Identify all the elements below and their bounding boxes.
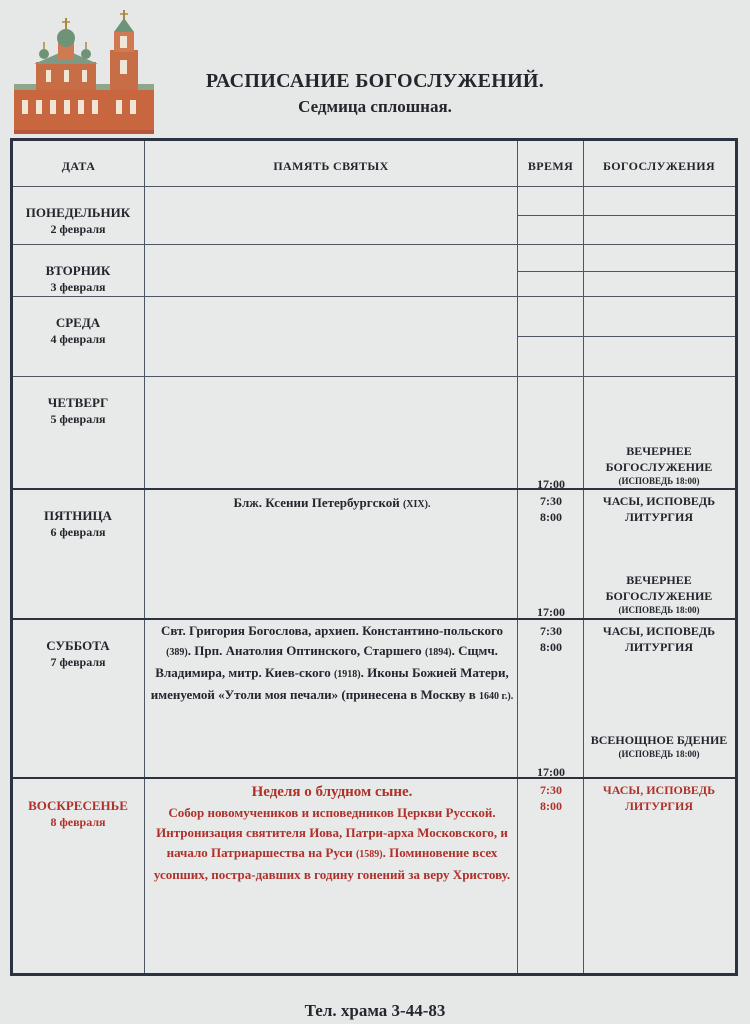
row-divider — [13, 296, 735, 297]
memory-text: . Иконы Божией Матери, именуемой «Утоли моя печали» (принесена в Москву в — [150, 665, 509, 702]
time-value: 7:30 — [540, 494, 562, 508]
schedule-title: РАСПИСАНИЕ БОГОСЛУЖЕНИЙ. — [205, 70, 545, 92]
saturday-morning-services — [584, 623, 734, 655]
confession-note: (ИСПОВЕДЬ 18:00) — [618, 605, 700, 615]
day-tuesday — [13, 262, 143, 296]
service-name: ЛИТУРГИЯ — [624, 640, 694, 654]
memory-text: Собор новомучеников и исповедников Церкви Русской. Интронизация святителя Иова, Патри-арха Московского, и начало Патриаршества на Руси — [156, 805, 508, 860]
col-divider — [517, 141, 518, 973]
cell-divider — [517, 215, 735, 216]
service-name: ЧАСЫ, ИСПОВЕДЬ — [602, 783, 716, 797]
memory-text: Блж. Ксении Петербургской — [233, 495, 400, 510]
sunday-morning-times — [518, 782, 584, 814]
confession-note: (ИСПОВЕДЬ 18:00) — [618, 476, 700, 486]
saturday-memory — [147, 621, 517, 707]
service-name: ЛИТУРГИЯ — [624, 799, 694, 813]
weekday-label: ВТОРНИК — [45, 263, 111, 278]
weekday-label: СУББОТА — [46, 638, 110, 653]
date-label: 8 февраля — [50, 815, 106, 829]
time-value: 8:00 — [540, 799, 562, 813]
feast-title: Неделя о блудном сыне. — [251, 784, 413, 800]
time-value: 7:30 — [540, 624, 562, 638]
date-label: 4 февраля — [50, 332, 106, 346]
weekday-label: ЧЕТВЕРГ — [47, 395, 109, 410]
weekday-label: ВОСКРЕСЕНЬЕ — [28, 798, 128, 813]
sunday-memory — [147, 781, 517, 885]
thursday-evening-time: 17:00 — [537, 477, 565, 491]
row-divider — [13, 777, 735, 779]
memory-text: . Прп. Анатолия Оптинского, Старшего — [187, 643, 422, 658]
service-name: ЧАСЫ, ИСПОВЕДЬ — [602, 494, 716, 508]
date-label: 6 февраля — [50, 525, 106, 539]
row-divider — [13, 376, 735, 377]
friday-morning-times — [518, 493, 584, 525]
weekday-label: ПОНЕДЕЛЬНИК — [25, 205, 131, 220]
col-divider — [583, 141, 584, 973]
header-services: БОГОСЛУЖЕНИЯ — [602, 159, 716, 173]
cell-divider — [517, 271, 735, 272]
saturday-evening-service — [584, 732, 734, 761]
service-name: ВСЕНОЩНОЕ БДЕНИЕ — [590, 733, 728, 747]
time-value: 7:30 — [540, 783, 562, 797]
church-illustration — [10, 10, 162, 138]
header-date: ДАТА — [61, 159, 96, 173]
header-time: ВРЕМЯ — [527, 159, 574, 173]
weekday-label: СРЕДА — [55, 315, 101, 330]
saturday-evening-time: 17:00 — [537, 765, 565, 779]
date-label: 7 февраля — [50, 655, 106, 669]
time-value: 8:00 — [540, 640, 562, 654]
memory-text: Свт. Григория Богослова, архиеп. Константино-польского — [160, 623, 504, 638]
schedule-title-block — [190, 70, 560, 117]
schedule-table — [10, 138, 738, 976]
memory-year: 1640 г.). — [479, 691, 514, 702]
service-name: ВЕЧЕРНЕЕ БОГОСЛУЖЕНИЕ — [605, 573, 713, 603]
friday-evening-time: 17:00 — [537, 605, 565, 619]
friday-memory — [147, 493, 517, 515]
cell-divider — [517, 336, 735, 337]
thursday-evening-service — [584, 443, 734, 488]
schedule-subtitle: Седмица сплошная. — [298, 97, 452, 116]
date-label: 2 февраля — [50, 222, 106, 236]
day-friday — [13, 507, 143, 541]
row-divider — [13, 618, 735, 620]
date-label: 3 февраля — [50, 280, 106, 294]
day-thursday — [13, 394, 143, 428]
church-phone: Тел. храма 3-44-83 — [304, 1001, 446, 1020]
sunday-morning-services — [584, 782, 734, 814]
memory-year: (XIX). — [402, 499, 431, 510]
memory-text: . Поминовение всех усопших, постра-давших в годину гонений за веру Христову. — [153, 845, 511, 882]
day-saturday — [13, 637, 143, 671]
col-divider — [144, 141, 145, 973]
row-divider — [13, 244, 735, 245]
memory-year: (1894) — [424, 647, 452, 658]
row-divider — [13, 488, 735, 490]
memory-year: (1589) — [355, 849, 383, 860]
memory-year: (1918) — [333, 669, 361, 680]
friday-evening-service — [584, 572, 734, 617]
friday-morning-services — [584, 493, 734, 525]
header-memory: ПАМЯТЬ СВЯТЫХ — [273, 159, 389, 173]
time-value: 8:00 — [540, 510, 562, 524]
memory-year: (389) — [166, 647, 188, 658]
memory-text: . Сщмч. Владимира, митр. Киев-ского — [155, 643, 498, 680]
saturday-morning-times — [518, 623, 584, 655]
day-wednesday — [13, 314, 143, 348]
day-monday — [13, 204, 143, 238]
weekday-label: ПЯТНИЦА — [44, 508, 112, 523]
service-name: ЧАСЫ, ИСПОВЕДЬ — [602, 624, 716, 638]
day-sunday — [13, 797, 143, 831]
service-name: ВЕЧЕРНЕЕ БОГОСЛУЖЕНИЕ — [605, 444, 713, 474]
confession-note: (ИСПОВЕДЬ 18:00) — [618, 749, 700, 759]
service-name: ЛИТУРГИЯ — [624, 510, 694, 524]
row-divider — [13, 186, 735, 187]
date-label: 5 февраля — [50, 412, 106, 426]
